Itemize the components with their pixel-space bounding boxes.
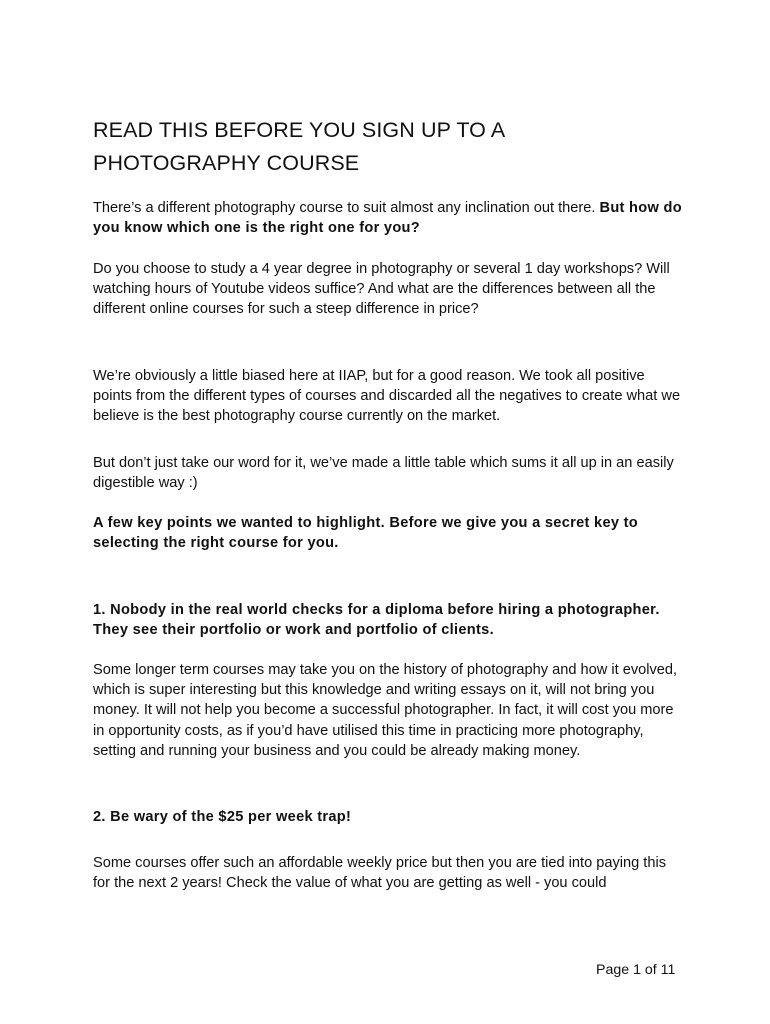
intro-bold-question: But how do you know which one is the right one for you? xyxy=(93,200,682,237)
point-1-heading: 1. Nobody in the real world checks for a diploma before hiring a photographer. They see their portfolio or work and portfolio of clients. xyxy=(93,602,660,639)
page-number: Page 1 of 11 xyxy=(596,962,676,978)
iiap-paragraph: We’re obviously a little biased here at IIAP, but for a good reason. We took all positive points from the different types of courses and discarded all the negatives to create what we believe is the best photography course currently on the market. xyxy=(93,368,681,425)
point-2-heading: 2. Be wary of the $25 per week trap! xyxy=(93,809,352,825)
intro-text: There’s a different photography course to suit almost any inclination out there. xyxy=(93,200,600,216)
title-line-2: PHOTOGRAPHY COURSE xyxy=(93,151,360,175)
questions-paragraph: Do you choose to study a 4 year degree in photography or several 1 day workshops? Will watching hours of Youtube videos suffice? And what are the differences between all the different online courses for such a steep difference in price? xyxy=(93,261,670,318)
document-title xyxy=(93,114,693,180)
key-points-intro: A few key points we wanted to highlight. Before we give you a secret key to selecting the right course for you. xyxy=(93,515,639,552)
title-line-1: READ THIS BEFORE YOU SIGN UP TO A xyxy=(93,118,506,142)
intro-paragraph xyxy=(93,198,683,238)
point-2-body: Some courses offer such an affordable weekly price but then you are tied into paying this for the next 2 years! Check the value of what you are getting as well - you could xyxy=(93,855,667,892)
point-1-body: Some longer term courses may take you on the history of photography and how it evolved, which is super interesting but this knowledge and writing essays on it, will not bring you money. It will not help you become a successful photographer. In fact, it will cost you more in opportunity costs, as if you’d have utilised this time in practicing more photography, setting and running your business and you could be already making money. xyxy=(93,662,678,759)
table-paragraph: But don’t just take our word for it, we’ve made a little table which sums it all up in an easily digestible way :) xyxy=(93,455,674,492)
